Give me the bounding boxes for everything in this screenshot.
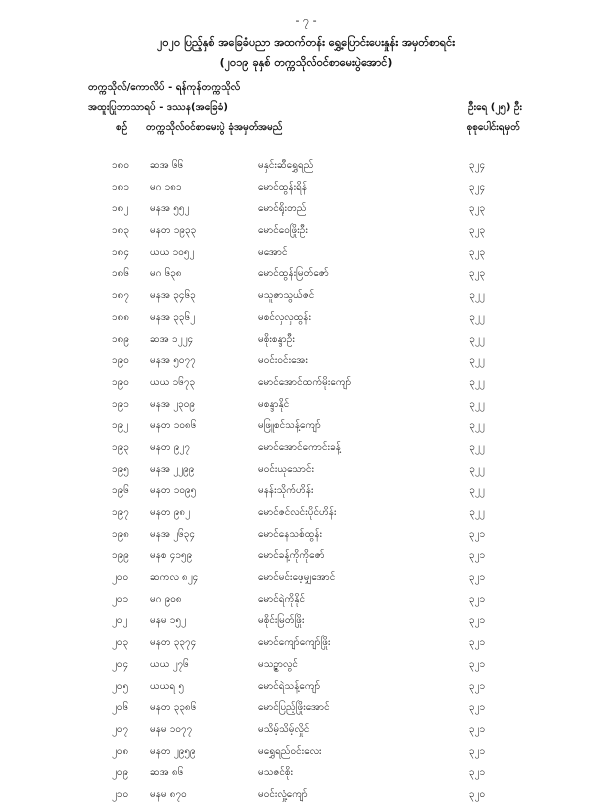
row-number: ၁၉၅ — [112, 463, 129, 475]
table-row — [0, 266, 612, 288]
exam-number: ယယ ၁၀၅၂ — [150, 246, 195, 258]
table-row — [0, 288, 612, 310]
student-name: မဖြူစင်သန့်ကျော် — [258, 420, 321, 432]
exam-number: မနတ ၃၃၇၄ — [150, 637, 197, 649]
exam-number: မနအ ၅၀၇၇ — [150, 355, 196, 367]
student-name: မဝင်းယုသောင်း — [258, 463, 315, 475]
exam-number: ယယ ၂၇၆ — [150, 658, 189, 670]
total-marks: ၃၂၁ — [468, 745, 486, 757]
student-name: မအောင် — [258, 246, 288, 258]
row-number: ၁၉၀ — [112, 376, 129, 388]
exam-number: မနတ ၂၉၅၉ — [150, 745, 196, 757]
table-row — [0, 483, 612, 505]
total-marks: ၃၂၁ — [468, 615, 486, 627]
total-marks: ၃၂၁ — [468, 702, 486, 714]
student-name: မောင်အောင်ကောင်းခန့် — [258, 441, 341, 453]
row-number: ၁၉၆ — [112, 485, 129, 497]
total-marks: ၃၂၄ — [468, 181, 486, 193]
row-number: ၁၈၁ — [112, 181, 129, 193]
exam-number: မနတ ၁၀၈၆ — [150, 420, 197, 432]
exam-number: မနမ ၁၅၂ — [150, 615, 186, 627]
student-name: မောင်ဇင်လင်းပိုင်ဟိန်း — [258, 507, 337, 518]
student-name: မောင်ရဲသန့်ကျော် — [258, 680, 321, 692]
table-row — [0, 505, 612, 527]
document-subtitle: (၂၀၁၉ ခုနှစ် တက္ကသိုလ်ဝင်စာမေးပွဲအောင်) — [219, 56, 393, 69]
university-line: တက္ကသိုလ်/ကောလိပ် - ရန်ကုန်တက္ကသိုလ် — [88, 82, 241, 93]
row-number: ၂၀၀ — [112, 572, 129, 584]
page-number: - ၇ - — [295, 14, 317, 27]
table-row — [0, 223, 612, 245]
row-number: ၁၉၀ — [112, 355, 129, 367]
exam-number: မဂ ၉၀၈ — [150, 593, 182, 605]
exam-number: မနမ ၈၇၀ — [150, 788, 187, 800]
student-name: မောင်နေသစ်ထွန်း — [258, 528, 323, 540]
student-name: မောင်ပြည့်ဖြိုးအောင် — [258, 702, 330, 714]
row-number: ၂၀၈ — [112, 745, 129, 757]
exam-number: မနအ ၂၂၉၉ — [150, 463, 195, 475]
exam-number: မနတ ၃၃၈၆ — [150, 702, 197, 714]
total-marks: ၃၂၂ — [469, 420, 485, 432]
exam-number: မနတ ၁၉၃၃ — [150, 225, 197, 237]
header-name: အမည် — [258, 122, 283, 133]
student-name: မစန္ဒာနိုင် — [258, 398, 290, 410]
row-number: ၂၀၇ — [112, 723, 129, 735]
total-marks: ၃၂၁ — [468, 767, 486, 779]
student-name: မဝင်းဝင်းအေး — [258, 355, 308, 367]
row-number: ၁၈၀ — [112, 160, 129, 171]
row-number: ၁၉၁ — [112, 398, 129, 410]
table-row — [0, 700, 612, 722]
student-name: မရွှေရည်ဝင်းလေး — [258, 745, 322, 757]
student-name: မစိုးစန္ဒာဦး — [258, 333, 295, 345]
total-marks: ၃၂၁ — [468, 723, 486, 735]
table-row — [0, 310, 612, 332]
total-marks: ၃၂၁ — [468, 572, 486, 584]
student-name: မစင်လှလှထွန်း — [258, 311, 312, 323]
exam-number: မဂ ၆၃၈ — [150, 268, 182, 280]
total-marks: ၃၂၄ — [468, 160, 486, 171]
header-no: စဉ် — [116, 122, 128, 133]
student-name: မောင်ရဲကိုနိုင် — [258, 593, 306, 605]
row-number: ၁၉၈ — [112, 528, 129, 540]
row-number: ၁၉၂ — [112, 420, 129, 432]
exam-number: မနတ ၉၈၂ — [150, 507, 191, 518]
total-marks: ၃၂၂ — [469, 376, 485, 388]
student-name: မသဥ္ဇာလွင် — [258, 658, 298, 670]
header-marks: စုစုပေါင်းရမှတ် — [466, 122, 520, 133]
row-number: ၂၀၄ — [112, 658, 129, 670]
row-number: ၂၀၆ — [112, 702, 129, 714]
exam-number: မနအ ၃၃၆၂ — [150, 311, 196, 323]
exam-number: ဆအ ၈၆ — [150, 767, 184, 779]
results-table — [0, 158, 612, 809]
student-name: မဝင်းလှုံ့ကျော် — [258, 788, 308, 800]
row-number: ၂၀၂ — [112, 615, 128, 627]
total-marks: ၃၂၁ — [468, 658, 486, 670]
table-row — [0, 418, 612, 440]
row-number: ၂၀၃ — [112, 637, 129, 649]
table-row — [0, 635, 612, 657]
row-number: ၁၈၇ — [112, 290, 129, 302]
student-name: မောင်အောင်ထက်မိုးကျော် — [258, 376, 352, 388]
student-name: မောင်ခန့်ကိုကိုဇော် — [258, 550, 325, 562]
total-marks: ၃၂၁ — [468, 550, 486, 562]
student-name: မောင်မင်းဖေ့မျှအောင် — [258, 572, 336, 584]
row-number: ၁၉၇ — [112, 507, 129, 518]
header-exam-no: တက္ကသိုလ်ဝင်စာမေးပွဲ ခုံအမှတ် — [146, 122, 259, 133]
total-marks: ၃၂၂ — [469, 333, 485, 345]
exam-number: မနအ ၂၃၀၉ — [150, 398, 196, 410]
student-name: မနန်းသိုက်ဟိန်း — [258, 485, 314, 497]
table-row — [0, 722, 612, 744]
exam-number: ဆအ ၁၂၂၄ — [150, 333, 194, 345]
exam-number: ဆကလ ၈၂၄ — [150, 572, 199, 584]
exam-number: ယယရ ၅ — [150, 680, 184, 692]
student-name: မောင်ဝေဖြိုးဦး — [258, 225, 308, 237]
table-row — [0, 353, 612, 375]
exam-number: မနတ ၉၂၇ — [150, 441, 190, 453]
row-number: ၁၈၃ — [112, 225, 129, 237]
table-row — [0, 765, 612, 787]
total-marks: ၃၂၁ — [468, 593, 486, 605]
total-marks: ၃၂၂ — [469, 398, 485, 410]
table-row — [0, 158, 612, 180]
exam-number: ဆအ ၆၆ — [150, 160, 184, 171]
table-row — [0, 679, 612, 701]
exam-number: မနအ ၂၆၃၄ — [150, 528, 196, 540]
table-row — [0, 657, 612, 679]
student-count: ဦးရေ (၂၅) ဦး — [468, 102, 522, 113]
table-row — [0, 180, 612, 202]
row-number: ၁၈၆ — [112, 268, 129, 280]
exam-number: မနအ ၃၄၆၃ — [150, 290, 196, 302]
student-name: မောင်ထွန်းမြတ်ဇော် — [258, 268, 329, 280]
total-marks: ၃၂၂ — [469, 355, 485, 367]
student-name: မသိမ့်သိမ့်လှိုင် — [258, 723, 310, 735]
table-row — [0, 201, 612, 223]
total-marks: ၃၂၂ — [469, 290, 485, 302]
table-row — [0, 397, 612, 419]
total-marks: ၃၂၁ — [468, 680, 486, 692]
total-marks: ၃၂၃ — [468, 203, 486, 215]
table-row — [0, 527, 612, 549]
row-number: ၁၈၉ — [112, 333, 129, 345]
exam-number: ယယ ၁၆၇၃ — [150, 376, 196, 388]
total-marks: ၃၂၂ — [469, 507, 485, 518]
table-row — [0, 592, 612, 614]
table-row — [0, 375, 612, 397]
row-number: ၂၀၁ — [112, 593, 129, 605]
row-number: ၁၈၈ — [112, 311, 130, 323]
table-row — [0, 548, 612, 570]
table-row — [0, 744, 612, 766]
student-name: မသဇင်စိုး — [258, 767, 294, 779]
row-number: ၂၁၀ — [112, 788, 129, 800]
exam-number: မဂ ၁၈၁ — [150, 181, 182, 193]
student-name: မစိုင်းမြတ်ဖြိုး — [258, 615, 305, 627]
table-row — [0, 570, 612, 592]
total-marks: ၃၂၁ — [468, 637, 486, 649]
table-row — [0, 245, 612, 267]
total-marks: ၃၂၀ — [468, 788, 486, 800]
total-marks: ၃၂၁ — [468, 528, 486, 540]
specialization-line: အထူးပြုဘာသာရပ် - ဒဿန(အခြေခံ) — [88, 102, 228, 113]
student-name: မနှင်းဆီရွှေရည် — [258, 160, 314, 171]
student-name: မသူဇာသွယ်ဇင် — [258, 290, 315, 302]
table-row — [0, 440, 612, 462]
exam-number: မနအ ၅၅၂ — [150, 203, 190, 215]
row-number: ၂၀၉ — [112, 767, 129, 779]
exam-number: မနစ ၄၁၅၉ — [150, 550, 193, 562]
student-name: မောင်ထွန်းရိန် — [258, 181, 308, 193]
table-row — [0, 332, 612, 354]
exam-number: မနတ ၁၀၉၅ — [150, 485, 197, 497]
total-marks: ၃၂၂ — [469, 463, 485, 475]
row-number: ၂၀၅ — [112, 680, 129, 692]
row-number: ၁၈၄ — [112, 246, 129, 258]
total-marks: ၃၂၂ — [469, 311, 485, 323]
table-row — [0, 462, 612, 484]
student-name: မောင်ကျော်ကျော်ဖြိုး — [258, 637, 331, 649]
exam-number: မနမ ၁၀၇၇ — [150, 723, 193, 735]
student-name: မောင်ရိုးတည် — [258, 203, 307, 215]
total-marks: ၃၂၃ — [468, 268, 486, 280]
total-marks: ၃၂၂ — [469, 485, 485, 497]
total-marks: ၃၂၃ — [468, 246, 486, 258]
row-number: ၁၈၂ — [112, 203, 129, 215]
document-title: ၂၀၂၀ ပြည့်နှစ် အခြေခံပညာ အထက်တန်း ရွှေ့ပြောင်းပေးနှုန်း အမှတ်စာရင်း — [156, 36, 456, 49]
row-number: ၁၉၉ — [112, 550, 129, 562]
total-marks: ၃၂၂ — [469, 441, 485, 453]
table-row — [0, 613, 612, 635]
total-marks: ၃၂၃ — [468, 225, 486, 237]
row-number: ၁၉၃ — [112, 441, 129, 453]
table-row — [0, 787, 612, 809]
